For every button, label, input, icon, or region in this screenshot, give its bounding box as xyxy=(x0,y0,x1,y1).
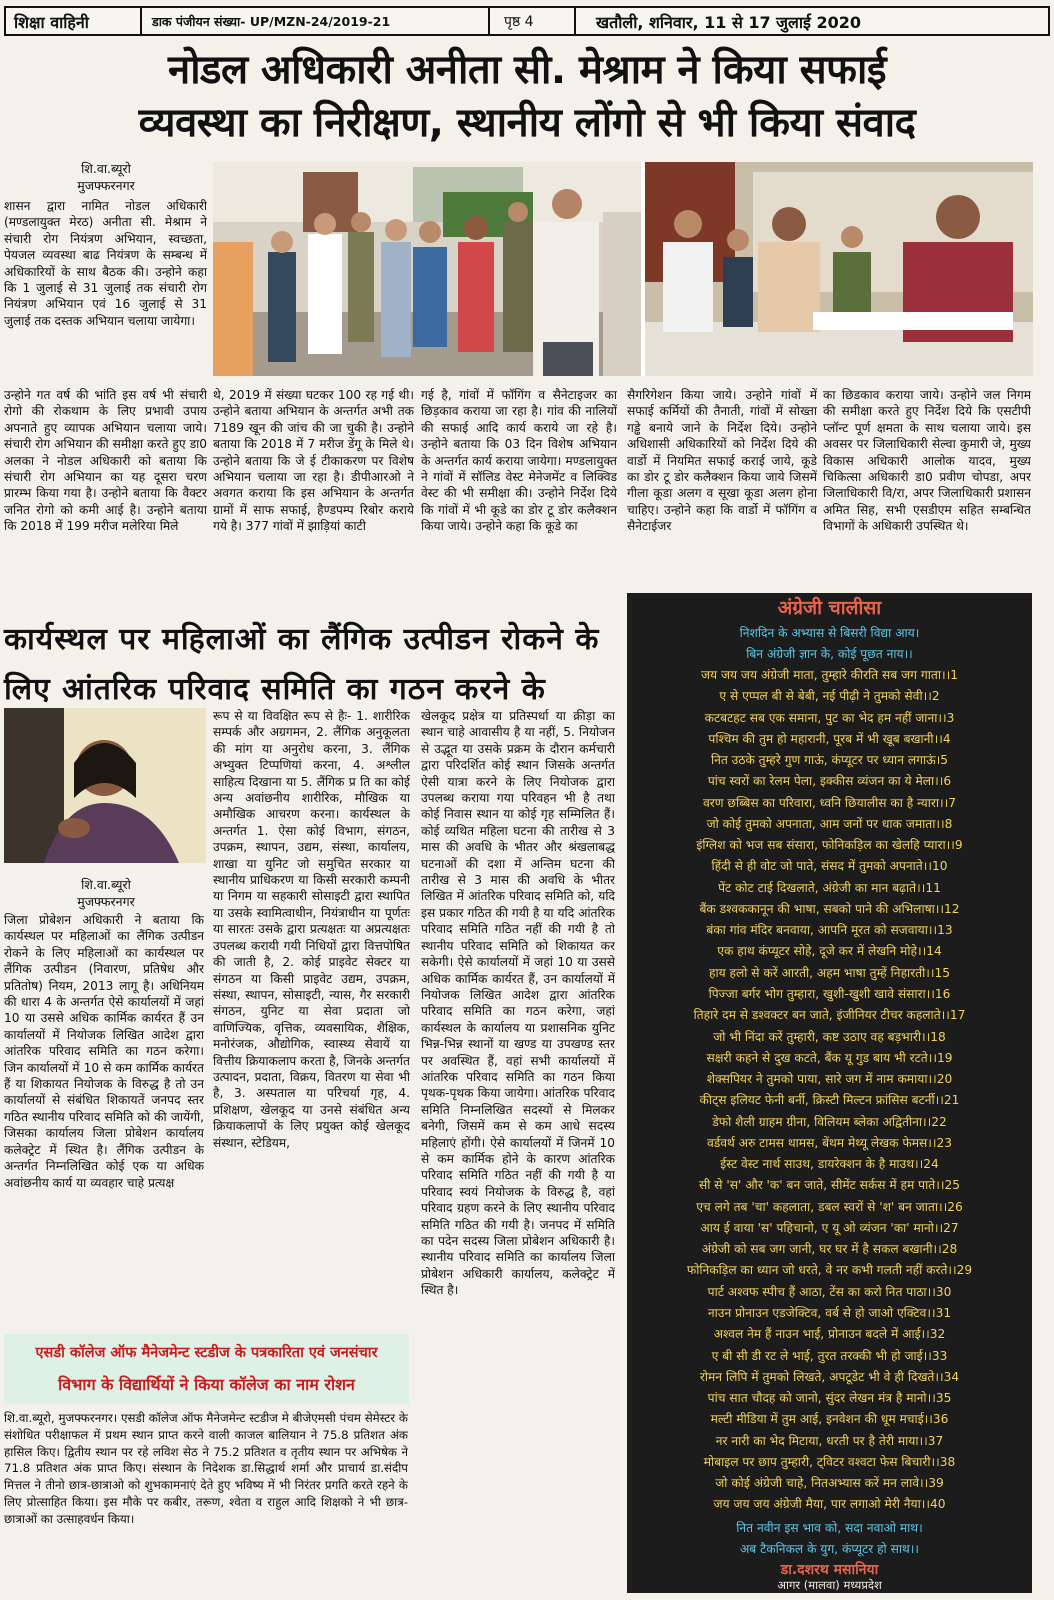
chalisa-line: आय ई वाया 'स' पहिचानो, ए यू ओ व्यंजन 'का' मानो।।27 xyxy=(700,1220,959,1235)
chalisa-line: ए से एप्पल बी से बेबी, नई पीढ़ी ने तुमको सेवी।।2 xyxy=(719,689,940,704)
masthead-divider xyxy=(488,8,490,34)
chalisa-line: नित नवीन इस भाव को, सदा नवाओ माथ। xyxy=(736,1521,923,1535)
chalisa-line: पश्चिम की तुम हो महारानी, पूरब में भी खूब बखानी।।4 xyxy=(708,731,951,746)
byline-city: मुजफ्फरनगर xyxy=(77,178,135,193)
chalisa-verses xyxy=(633,665,1026,1516)
chalisa-line: नर नारी का भेद मिटाया, धरती पर है तेरी माया।।37 xyxy=(715,1433,944,1448)
chalisa-line: पार्ट अश्वफ स्पीच हैं आठा, टेंस का करो नित पाठा।।30 xyxy=(707,1284,952,1299)
chalisa-line: इंग्लिश को भज सब संसारा, फोनिकड़िल का खेलहि प्यारा।।9 xyxy=(696,838,963,853)
chalisa-line: कटबटहट सब एक समाना, पुट का भेद हम नहीं जाना।।3 xyxy=(704,710,955,725)
chalisa-title: अंग्रेजी चालीसा xyxy=(777,597,882,619)
story2-col1: जिला प्रोबेशन अधिकारी ने बताया कि कार्यस्थल पर महिलाओं का लैंगिक उत्पीडन रोकने के लिए महिलाओं का कार्यस्थल पर लैंगिक उत्पीडन (निवारण, प्रतिषेध और प्रतितोष) नियम, 2013 लागू है। अधिनियम की धारा 4 के अन्तर्गत ऐसे कार्यालयों में जहां 10 या उससे अधिक कार्मिक कार्यरत हैं उन कार्यालयों में नियोजक लिखित आदेश द्वारा आंतरिक परिवाद समिति का गठन करेगा। जिन कार्यालयों में 10 से कम कार्मिक कार्यरत हैं या शिकायत नियोजक के विरुद्ध है तो उन कार्यालयों से संबंधित शिकायतें जनपद स्तर गठित स्थानीय परिवाद समिति को की जायेंगी, जिसका कार्यालय जिला प्रोबेशन कार्यालय कलेक्ट्रेट में स्थित है। लैंगिक उत्पीडन के अन्तर्गत निम्नलिखित कोई एक या अधिक अवांछनीय कार्य या व्यवहार चाहे प्रत्यक्ष xyxy=(4,913,204,1190)
masthead xyxy=(4,6,1050,36)
chalisa-line: हाय हलो से करें आरती, अहम भाषा तुम्हें निहारती।।15 xyxy=(708,965,951,980)
chalisa-line: जय जय जय अंग्रेजी माता, तुम्हारे कीरति सब जग गाता।।1 xyxy=(700,668,959,682)
story1-photo xyxy=(213,162,1033,376)
story3-headline-line2: विभाग के विद्यार्थियों ने किया कॉलेज का नाम रोशन xyxy=(58,1375,355,1394)
chalisa-line: मल्टी मीडिया में तुम आई, इनवेशन की धूम मचाई।।36 xyxy=(710,1412,949,1427)
chalisa-line: ईस्ट वेस्ट नार्थ साउथ, डायरेक्शन के है माउथ।।24 xyxy=(720,1157,939,1172)
chalisa-line: पिज्जा बर्गर भोग तुम्हारा, खुशी-खुशी खावे संसारा।।16 xyxy=(708,986,951,1001)
chalisa-line: पेंट कोट टाई दिखलाते, अंग्रेजी का मान बढ़ाते।।11 xyxy=(718,880,941,895)
chalisa-line: बैंक डश्वककानून की भाषा, सबको पाने की अभिलाषा।।12 xyxy=(699,901,960,916)
chalisa-line: वर्डवर्थ अरु टामस थामस, बेंथम मेथ्यू लेखक फेमस।।23 xyxy=(706,1135,953,1150)
chalisa-line: एच लगे तब 'चा' कहलाता, डबल स्वरों से 'श' बन जाता।।26 xyxy=(696,1199,963,1214)
story1-headline-line1: नोडल अधिकारी अनीता सी. मेश्राम ने किया सफाई xyxy=(168,47,886,93)
dateline: खतौली, शनिवार, 11 से 17 जुलाई 2020 xyxy=(596,13,862,32)
story1-col4: सैगरिगेशन किया जाये। उन्होने गांवों में सफाई कर्मियों की तैनाती, गांवों में सोख्ता गड्ढे बनाये जाने के निर्देश दिये। उन्होने अधिशासी अधिकारियों को निर्देश दिये की वार्डो में नियमित सफाई कराई जाये, कूडे का डोर टू डोर कलैक्शन किया जाये जिसमें गीला कूडा अलग व सूखा कूडा अलग होना चाहिए। उन्होने कहा कि वार्डो में फॉगिंग व सैनेटाईजर xyxy=(627,388,817,534)
masthead-divider xyxy=(140,8,142,34)
chalisa-line: पांच स्वरों का रेलम पेला, इक्कीस व्यंजन का ये मेला।।6 xyxy=(707,774,952,789)
chalisa-line: वरण छब्बिस का परिवारा, ध्वनि छियालीस का है न्यारा।।7 xyxy=(702,795,957,810)
chalisa-outro xyxy=(627,1518,1032,1559)
story2-photo xyxy=(4,708,206,863)
chalisa-line: निशदिन के अभ्यास से बिसरी विद्या आय। xyxy=(739,626,920,640)
chalisa-line: सक्षरी कहने से दुख कटते, बैंक यू गुड बाय भी रटते।।19 xyxy=(706,1050,953,1065)
story1-col3: गई है, गांवों में फॉगिंग व सैनेटाइजर का छिड़काव कराया जा रहा है। गांव की नालियों की सफाई आदि कार्य कराये जा रहे है। उन्होने बताया कि 03 दिन विशेष अभियान के अन्तर्गत कार्य कराया जायेगा। मण्डलायुक्त ने गांवों में सॉलिड वेस्ट मेनेजमेंट व लिक्विड वेस्ट की भी समीक्षा की। उन्होने निर्देश दिये कि गांवों में भी कूडे का डोर टू डोर कलैक्शन किया जाये। उन्होने कहा कि कूडे का xyxy=(421,388,617,534)
chalisa-line: ए बी सी डी रट ले भाई, तुरत तरक्की भी हो जाई।।33 xyxy=(711,1348,948,1363)
inspection-photo-image xyxy=(213,162,1033,376)
chalisa-line: जो कोई तुमको अपनाता, आम जनों पर धाक जमाता।।8 xyxy=(706,816,953,831)
chalisa-line: तिहारे दम से डश्वक्टर बन जाते, इंजीनियर टीचर कहलाते।।17 xyxy=(693,1008,966,1023)
story1-col1-top: शासन द्वारा नामित नोडल अधिकारी (मण्डलायुक्त मेरठ) अनीता सी. मेश्राम ने संचारी रोग नियंत्रण अभियान, स्वच्छता, पेयजल व्यवस्था बाढ नियंत्रण के सम्बन्ध में अधिकारियों के साथ बैठक की। उन्होने कहा कि 1 जुलाई से 31 जुलाई तक संचारी रोग नियंत्रण अभियान एवं 16 जुलाई से 31 जुलाई तक दस्तक अभियान चलाया जायेगा। xyxy=(4,199,207,328)
chalisa-line: शेक्सपियर ने तुमको पाया, सारे जग में नाम कमाया।।20 xyxy=(706,1072,953,1087)
story2-col3: खेलकूद प्रक्षेत्र या प्रतिस्पर्धा या क्रीड़ा का स्थान चाहे आवासीय है या नहीं, 5. नियोजन से उद्भूत या उसके प्रक्रम के दौरान कर्मचारी द्वारा परिदर्शित कोई स्थान जिसके अन्तर्गत ऐसी यात्रा करने के लिए नियोजक द्वारा उपलब्ध कराया गया परिवहन भी है तथा कोई निवास स्थान या कोई गृह सम्मिलित हैं। कोई व्यथित महिला घटना की तारीख से 3 मास की अवधि के भीतर और श्रंखलाबद्ध घटनाओं की दशा में अन्तिम घटना की तारीख से 3 मास की अवधि के भीतर लिखित में आंतरिक परिवाद समिति को, यदि इस प्रकार गठित की गयी है या यदि आंतरिक परिवाद समिति गठित नहीं की गयी है तो स्थानीय परिवाद समिति को शिकायत कर सकेगी। ऐसे कार्यालयों में जहां 10 या उससे अधिक कार्मिक कार्यरत हैं, उन कार्यालयों में नियोजक लिखित आदेश द्वारा आंतरिक परिवाद समिति का गठन करेगा, जहां कार्यस्थल के कार्यालय या प्रशासनिक युनिट भिन्न-भिन्न स्थानों या खण्ड या उपखण्ड स्तर पर अवस्थित हैं, वहां सभी कार्यालयों में आंतरिक परिवाद समिति का गठन किया पृथक-पृथक किया जायेगा। आंतरिक परिवाद समिति निम्नलिखित सदस्यों से मिलकर बनेगी, जिसमें कम से कम आधे सदस्य महिलाएं होंगी। ऐसे कार्यालयों में जिनमें 10 से कम कार्मिक होने के कारण आंतरिक परिवाद समिति गठित नहीं की गयी है या परिवाद स्वयं नियोजक के विरुद्ध है, वहां परिवाद ग्रहण करने के लिए स्थानीय परिवाद समिति गठित की गयी है। जनपद में समिति का पदेन सदस्य जिला प्रोबेशन अधिकारी है। स्थानीय परिवाद समिति का कार्यालय जिला प्रोबेशन अधिकारी कार्यालय, कलेक्ट्रेट में स्थित है। xyxy=(421,709,615,1298)
chalisa-line: एक हाथ कंप्यूटर सोहे, दूजे कर में लेखनि मोहे।।14 xyxy=(717,944,942,959)
story3-headline-line1: एसडी कॉलेज ऑफ मैनेजमेन्ट स्टडीज के पत्रकारिता एवं जनसंचार xyxy=(35,1345,378,1361)
story2-col2: रूप से या विवक्षित रूप से हैः- 1. शारीरिक सम्पर्क और अग्रगमन, 2. लैंगिक अनुकूलता की मांग या अनुरोध करना, 3. लैंगिक अभ्युक्त टिप्पणियां करना, 4. अश्लील साहित्य दिखाना या 5. लैंगिक प्र ति का कोई अन्य अवांछनीय शारीरिक, मौखिक या अमौखिक आचरण करना। कार्यस्थल के अन्तर्गत 1. ऐसा कोई विभाग, संगठन, उपक्रम, स्थापन, उद्यम, संस्था, कार्यालय, शाखा या युनिट जो समुचित सरकार या स्थानीय प्राधिकरण या किसी सरकारी कम्पनी या निगम या सहकारी सोसाइटी द्वारा स्थापित या उसके स्वामित्वाधीन, नियंत्राधीन या पूर्णतः या सारतः उसके द्वारा प्रत्यक्षतः या अप्रत्यक्षतः उपलब्ध करायी गयी निधियों द्वारा वित्तपोषित की जाती है, 2. कोई प्राइवेट सेक्टर या संगठन या किसी प्राइवेट उद्यम, उपक्रम, संस्था, स्थापन, सोसाइटी, न्यास, गैर सरकारी संगठन, युनिट या सेवा प्रदाता जो वाणिज्यिक, वृत्तिक, व्यवसायिक, शैक्षिक, मनोरंजक, औद्योगिक, स्वास्थ्य सेवायें या वित्तीय क्रियाकलाप करता है, जिनके अन्तर्गत उत्पादन, प्रदाता, विक्रय, वितरण या सेवा भी है, 3. अस्पताल या परिचर्या गृह, 4. प्रशिक्षण, खेलकूद या उनसे संबंधित अन्य क्रियाकलापों के लिए प्रयुक्त कोई खेलकूद संस्थान, स्टेडियम, xyxy=(213,709,410,1150)
chalisa-line: फोनिकड़िल का ध्यान जो धरते, वे नर कभी गलती नहीं करते।।29 xyxy=(686,1263,973,1278)
page-number: पृष्ठ 4 xyxy=(504,14,534,30)
chalisa-line: नाउन प्रोनाउन एडजेक्टिव, वर्ब से हो जाओ एक्टिव।।31 xyxy=(707,1305,952,1320)
story2-headline-line1: कार्यस्थल पर महिलाओं का लैंगिक उत्पीडन रोकने के xyxy=(4,622,600,657)
masthead-divider xyxy=(574,8,576,34)
story1-byline xyxy=(4,160,208,194)
story1-col5: का छिडकाव कराया जाये। उन्होने जल निगम की समीक्षा करते हुए निर्देश दिये कि एसटीपी प्लॉन्ट पूर्ण क्षमता के साथ चलाया जाये। इस अवसर पर जिलाधिकारी सेल्वा कुमारी जे, मुख्य विकास अधिकारी आलोक यादव, मुख्य चिकित्सा अधिकारी डा0 प्रवीण चोपडा, अपर जिलाधिकारी वि/रा, अपर जिलाधिकारी प्रशासन अमित सिह, सभी एसडीएम सहित सम्बन्धित विभागों के अधिकारी उपस्थित थे। xyxy=(823,388,1031,534)
chalisa-box xyxy=(627,593,1032,1593)
registration-number: डाक पंजीयन संख्या- UP/MZN-24/2019-21 xyxy=(152,14,391,29)
chalisa-line: जो भी निंदा करें तुम्हारी, कष्ट उठाए वह बड़भारी।।18 xyxy=(713,1029,946,1044)
paper-name: शिक्षा वाहिनी xyxy=(14,13,89,32)
byline-city: मुजफ्फरनगर xyxy=(77,894,135,909)
story1-col2: थे, 2019 में संख्या घटकर 100 रह गई थी। उन्होने बताया अभियान के अन्तर्गत अभी तक 7189 खून की जांच की जा चुकी है। उन्होने बताया कि 2018 में 7 मरीज डेंगू के मिले थे। उन्होने बताया कि जे ई टीकाकरण पर विशेष अभियान चलाया जा रहा है। डीपीआरओ ने अवगत कराया कि इस अभियान के अन्तर्गत ग्रामों में साफ सफाई, हैण्डपम्प रिबोर कराये गये है। 377 गांवों में झाड़ियां काटी xyxy=(213,388,414,534)
chalisa-line: अंग्रेजी को सब जग जानी, घर घर में है सकल बखानी।।28 xyxy=(701,1242,958,1257)
chalisa-author: डा.दशरथ मसानिया xyxy=(780,1562,879,1578)
chalisa-intro xyxy=(627,623,1032,664)
story2-byline xyxy=(4,876,208,910)
chalisa-line: अब टैकनिकल के युग, कंप्यूटर हो साथ।। xyxy=(740,1541,919,1556)
chalisa-line: जो कोई अंग्रेजी चाहे, नितअभ्यास करें मन लावे।।39 xyxy=(715,1476,944,1491)
story3-body: शि.वा.ब्यूरो, मुजफ्फरनगर। एसडी कॉलेज ऑफ मैनेजमेन्ट स्टडीज मे बीजेएमसी पंचम सेमेस्टर के संशोधित परीक्षाफल में प्रथम स्थान प्राप्त करने वाली काजल बालियान ने 75.8 प्रतिशत अंक हासिल किए। द्वितीय स्थान पर रहे लविश सेठ ने 75.2 प्रतिशत व तृतीय स्थान पर अभिषेक ने 71.8 प्रतिशत अंक प्राप्त किए। संस्थान के निदेशक डा.सिद्धार्थ शर्मा और प्राचार्य डा.संदीप मित्तल ने तीनो छात्र-छात्राओ को शुभकामनाएं देते हुए भविष्य में भी निरंतर प्रगति करते रहने के लिए प्रोत्साहित किया। इस मौके पर कबीर, तरूण, श्वेता व राहुल आदि शिक्षको ने भी छात्र-छात्राओं का उत्साहवर्धन किया। xyxy=(4,1411,408,1526)
story3-box xyxy=(4,1334,409,1404)
chalisa-author-place: आगर (मालवा) मध्यप्रदेश xyxy=(777,1578,882,1592)
byline-bureau: शि.वा.ब्यूरो xyxy=(81,877,131,892)
chalisa-line: सी से 'स' और 'क' बन जाते, सीमेंट सर्कस में हम पाते।।25 xyxy=(699,1178,960,1193)
chalisa-line: रोमन लिपि में तुमको लिखते, अपटूडेट भी वे ही दिखते।।34 xyxy=(699,1369,960,1384)
chalisa-line: अश्वल नेम हैं नाउन भाई, प्रोनाउन बदले में आई।।32 xyxy=(713,1327,946,1342)
chalisa-line: कीट्स इलियट फेनी बर्नी, क्रिस्टी मिल्टन फ्रांसिस बटर्नी।।21 xyxy=(699,1093,960,1108)
chalisa-line: बिन अंग्रेजी ज्ञान के, कोई पूछत नाय।। xyxy=(746,646,913,661)
chalisa-line: बंका गांव मंदिर बनवाया, आपनि मूरत को सजवाया।।13 xyxy=(706,923,953,938)
chalisa-line: हिंदी से ही वोट जो पाते, संसद में तुमको अपनाते।।10 xyxy=(711,859,948,874)
chalisa-line: नित उठके तुम्हरे गुण गाऊं, कंप्यूटर पर ध्यान लगाऊं।5 xyxy=(710,753,949,768)
official-portrait-image xyxy=(4,708,206,863)
chalisa-line: पांच सात चौदह को जानो, सुंदर लेखन मंत्र है मानो।।35 xyxy=(707,1391,952,1406)
chalisa-line: मोबाइल पर छाप तुम्हारी, ट्विटर वश्वटा फेस बिचारी।।38 xyxy=(703,1454,956,1469)
chalisa-line: जय जय जय अंग्रेजी मैया, पार लगाओ मेरी नैया।।40 xyxy=(713,1497,946,1512)
story2-headline-line2: लिए आंतरिक परिवाद समिति का गठन करने के xyxy=(4,672,546,707)
byline-bureau: शि.वा.ब्यूरो xyxy=(81,161,131,176)
story1-headline-line2: व्यवस्था का निरीक्षण, स्थानीय लोंगो से भी किया संवाद xyxy=(138,100,916,146)
chalisa-line: डेफो शैली ग्राहम ग्रीना, विलियम ब्लेका अद्वितीना।।22 xyxy=(712,1114,947,1129)
story1-col1-bottom: उन्होने गत वर्ष की भांति इस वर्ष भी संचारी रोगो की रोकथाम के लिए प्रभावी उपाय अपनाते हुए व्यापक अभियान चलाया जाये। संचारी रोग अभियान की समीक्षा करते हुए डा0 अलका ने नोडल अधिकारी को बताया कि संचारी रोग अभियान का यह दूसरा चरण प्रारम्भ किया गया है। उन्होने बताया कि वैक्टर जनित रोगो को कमी आई है। उन्होने बताया कि 2018 में 199 मरीज मलेरिया मिले xyxy=(4,388,207,534)
story1-headline xyxy=(0,44,1054,150)
